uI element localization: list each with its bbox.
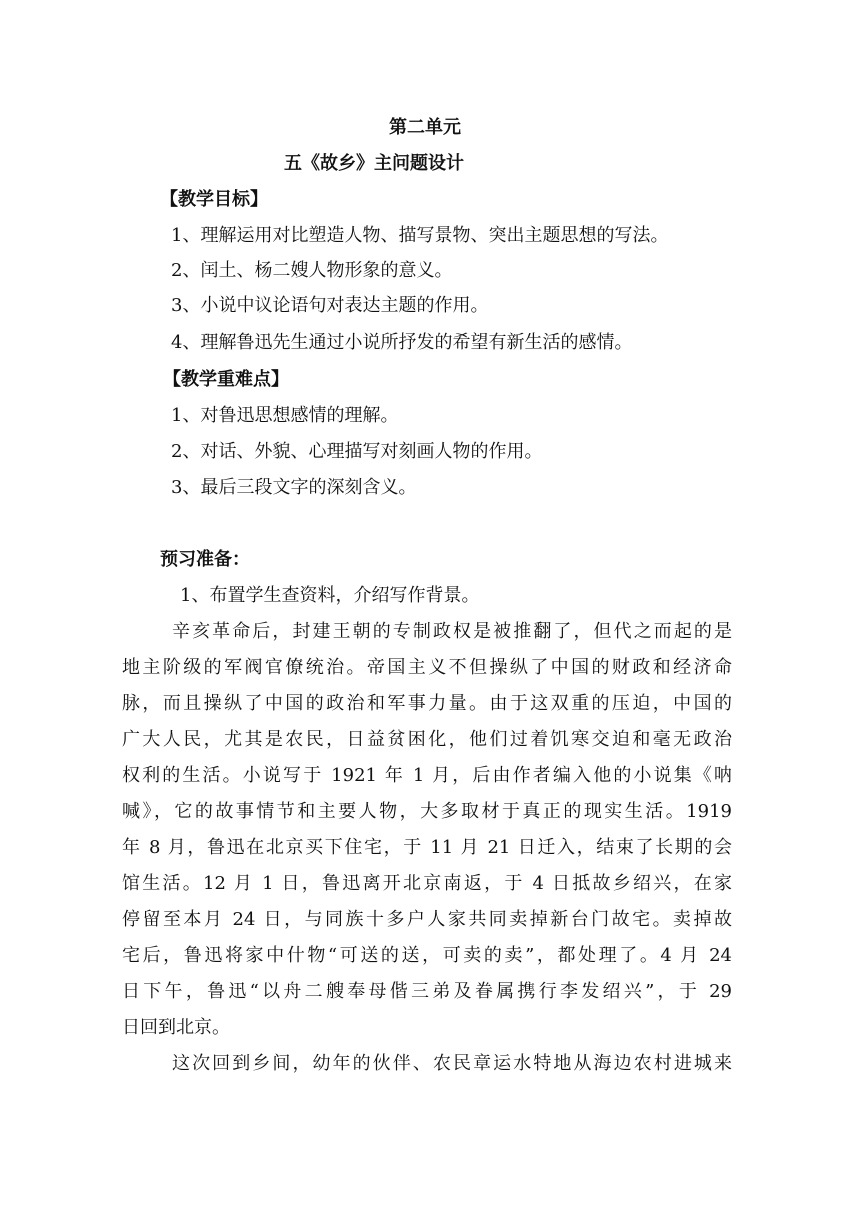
paragraph-line: 广大人民，尤其是农民，日益贫困化，他们过着饥寒交迫和毫无政治 [122, 729, 732, 750]
paragraph-line: 日下午，鲁迅“以舟二艘奉母偕三弟及眷属携行李发绍兴”，于 29 [122, 981, 732, 1002]
key-points-heading: 【教学重难点】 [163, 369, 289, 390]
paragraph-line: 喊》，它的故事情节和主要人物，大多取材于真正的现实生活。1919 [122, 801, 732, 822]
paragraph-line: 权利的生活。小说写于 1921 年 1 月，后由作者编入他的小说集《呐 [122, 765, 732, 786]
paragraph-line: 日回到北京。 [122, 1017, 230, 1038]
paragraph-line: 这次回到乡间，幼年的伙伴、农民章运水特地从海边农村进城来 [172, 1053, 732, 1074]
preview-heading: 预习准备： [160, 549, 250, 570]
objective-item: 2、闰土、杨二嫂人物形象的意义。 [171, 260, 453, 281]
objective-item: 4、理解鲁迅先生通过小说所抒发的希望有新生活的感情。 [171, 332, 633, 353]
paragraph-line: 辛亥革命后，封建王朝的专制政权是被推翻了，但代之而起的是 [172, 621, 732, 642]
paragraph-line: 地主阶级的军阀官僚统治。帝国主义不但操纵了中国的财政和经济命 [122, 657, 732, 678]
paragraph-line: 宅后，鲁迅将家中什物“可送的送，可卖的卖”，都处理了。4 月 24 [122, 945, 732, 966]
lesson-title: 五《故乡》主问题设计 [284, 153, 464, 174]
unit-title: 第二单元 [389, 117, 461, 138]
key-point-item: 1、对鲁迅思想感情的理解。 [171, 405, 399, 426]
key-point-item: 2、对话、外貌、心理描写对刻画人物的作用。 [171, 441, 543, 462]
paragraph-line: 停留至本月 24 日，与同族十多户人家共同卖掉新台门故宅。卖掉故 [122, 909, 732, 930]
objectives-heading: 【教学目标】 [160, 189, 268, 210]
paragraph-line: 年 8 月，鲁迅在北京买下住宅，于 11 月 21 日迁入，结束了长期的会 [122, 837, 732, 858]
paragraph-line: 馆生活。12 月 1 日，鲁迅离开北京南返，于 4 日抵故乡绍兴，在家 [122, 873, 732, 894]
preview-item: 1、布置学生查资料，介绍写作背景。 [180, 585, 480, 606]
paragraph-line: 脉，而且操纵了中国的政治和军事力量。由于这双重的压迫，中国的 [122, 693, 732, 714]
objective-item: 3、小说中议论语句对表达主题的作用。 [171, 295, 489, 316]
key-point-item: 3、最后三段文字的深刻含义。 [171, 477, 417, 498]
objective-item: 1、理解运用对比塑造人物、描写景物、突出主题思想的写法。 [171, 225, 669, 246]
